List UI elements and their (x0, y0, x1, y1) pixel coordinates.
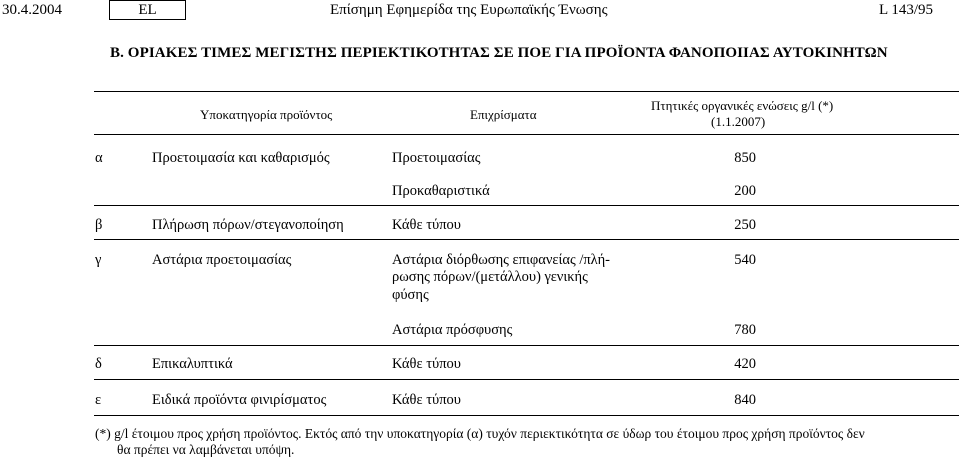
row-subcategory: Ειδικά προϊόντα φινιρίσματος (152, 392, 327, 408)
row-coating: Αστάρια πρόσφυσης (392, 322, 513, 338)
row-letter: β (95, 217, 103, 233)
row-voc-value: 780 (734, 322, 756, 338)
row-divider (94, 239, 959, 240)
row-coating-line-2: ρωσης πόρων/(μετάλλου) γενικής (392, 269, 588, 285)
journal-title: Επίσημη Εφημερίδα της Ευρωπαϊκής Ένωσης (330, 2, 608, 18)
footnote-line-1: (*) g/l έτοιμου προς χρήση προϊόντος. Εκτός από την υποκατηγορία (α) τυχόν περιεκτικότητα σε ύδωρ του έτοιμου προς χρήση προϊόντος δεν (95, 426, 865, 441)
row-voc-value: 250 (734, 217, 756, 233)
row-subcategory: Αστάρια προετοιμασίας (152, 252, 292, 268)
row-subcategory: Επικαλυπτικά (152, 356, 233, 372)
row-voc-value: 840 (734, 392, 756, 408)
row-coating: Κάθε τύπου (392, 356, 461, 372)
row-letter: α (95, 150, 103, 166)
section-title: Β. ΟΡΙΑΚΕΣ ΤΙΜΕΣ ΜΕΓΙΣΤΗΣ ΠΕΡΙΕΚΤΙΚΟΤΗΤΑΣ ΣΕ ΠΟΕ ΓΙΑ ΠΡΟΪΟΝΤΑ ΦΑΝΟΠΟΙΙΑΣ ΑΥΤΟΚΙΝΗΤΩΝ (110, 45, 888, 61)
row-voc-value: 200 (734, 183, 756, 199)
row-divider (94, 345, 959, 346)
row-coating-line-1: Αστάρια διόρθωσης επιφανείας /πλή- (392, 252, 610, 268)
row-coating: Προκαθαριστικά (392, 183, 490, 199)
row-subcategory: Πλήρωση πόρων/στεγανοποίηση (152, 217, 344, 233)
language-badge: EL (109, 0, 186, 20)
row-letter: γ (95, 252, 102, 268)
row-coating: Προετοιμασίας (392, 150, 481, 166)
row-letter: δ (95, 356, 102, 372)
page-reference: L 143/95 (879, 2, 934, 18)
row-voc-value: 420 (734, 356, 756, 372)
row-coating-line-3: φύσης (392, 287, 429, 303)
column-header-coatings: Επιχρίσματα (470, 107, 537, 122)
row-coating: Κάθε τύπου (392, 392, 461, 408)
row-voc-value: 540 (734, 252, 756, 268)
row-coating: Κάθε τύπου (392, 217, 461, 233)
row-subcategory: Προετοιμασία και καθαρισμός (152, 150, 330, 166)
table-header-rule (94, 134, 959, 135)
row-divider (94, 379, 959, 380)
header-date: 30.4.2004 (2, 2, 62, 18)
table-bottom-rule (94, 415, 959, 416)
table-top-rule (94, 91, 959, 92)
row-divider (94, 205, 959, 206)
row-letter: ε (95, 392, 102, 408)
column-header-voc-date: (1.1.2007) (711, 114, 766, 129)
row-voc-value: 850 (734, 150, 756, 166)
column-header-voc: Πτητικές οργανικές ενώσεις g/l (*) (651, 98, 834, 113)
footnote-line-2: θα πρέπει να λαμβάνεται υπόψη. (117, 442, 295, 457)
column-header-subcategory: Υποκατηγορία προϊόντος (200, 107, 333, 122)
